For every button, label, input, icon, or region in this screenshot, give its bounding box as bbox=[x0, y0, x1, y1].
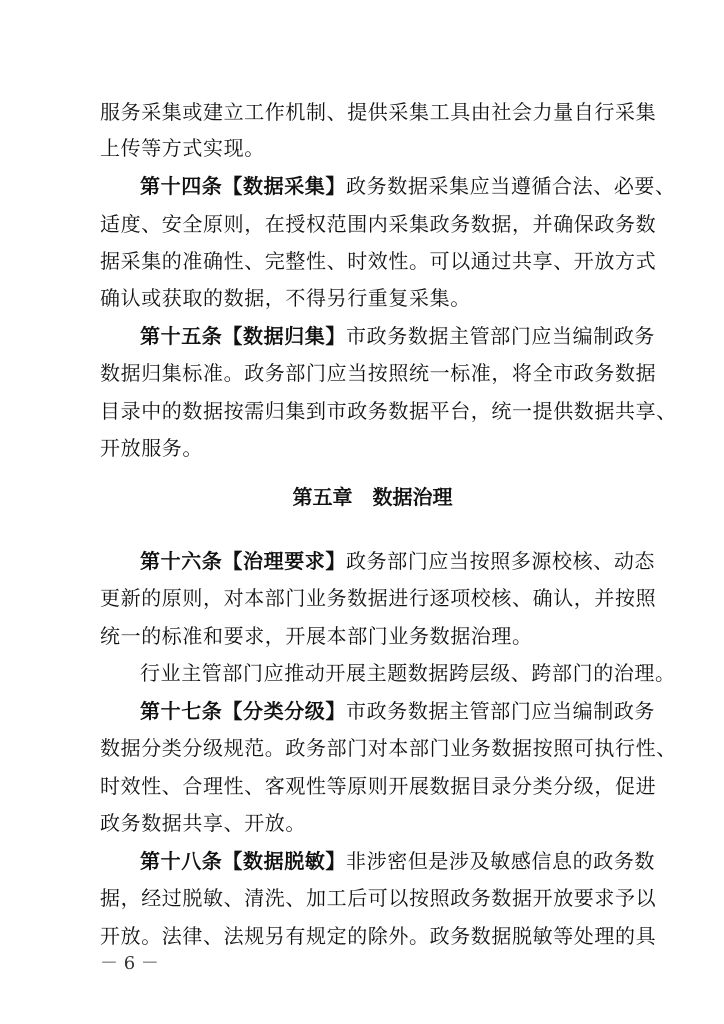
article-16 bbox=[140, 549, 655, 573]
line-text: 服务采集或建立工作机制、提供采集工具由社会力量自行采集 bbox=[100, 100, 657, 124]
text-line bbox=[100, 100, 656, 124]
article-17 bbox=[140, 699, 655, 723]
chapter-number: 第五章 bbox=[292, 485, 353, 509]
article-label: 第十八条 bbox=[140, 849, 223, 873]
article-title: 【数据归集】 bbox=[222, 324, 347, 348]
line-text: 市政务数据主管部门应当编制政务 bbox=[346, 324, 656, 348]
article-title: 【治理要求】 bbox=[222, 549, 347, 573]
text-line bbox=[100, 399, 677, 423]
text-line bbox=[100, 286, 471, 310]
article-label: 第十七条 bbox=[140, 699, 223, 723]
line-text: 时效性、合理性、客观性等原则开展数据目录分类分级，促进 bbox=[100, 774, 657, 798]
text-line bbox=[100, 212, 656, 236]
line-text: 据，经过脱敏、清洗、加工后可以按照政务数据开放要求予以 bbox=[100, 886, 657, 910]
article-label: 第十五条 bbox=[140, 324, 223, 348]
article-title: 【数据采集】 bbox=[222, 174, 347, 198]
line-text: 政务数据共享、开放。 bbox=[100, 811, 306, 835]
line-text: 政务数据采集应当遵循合法、必要、 bbox=[346, 174, 676, 198]
article-label: 第十六条 bbox=[140, 549, 223, 573]
text-line bbox=[100, 136, 265, 160]
line-text: 数据归集标准。政务部门应当按照统一标准，将全市政务数据 bbox=[100, 361, 657, 385]
article-label: 第十四条 bbox=[140, 174, 223, 198]
page-number: － 6 － bbox=[100, 953, 159, 974]
text-line bbox=[100, 361, 656, 385]
article-18 bbox=[140, 849, 655, 873]
line-text: 适度、安全原则，在授权范围内采集政务数据，并确保政务数 bbox=[100, 212, 657, 236]
line-text: 开放服务。 bbox=[100, 436, 203, 460]
line-text: 上传等方式实现。 bbox=[100, 136, 265, 160]
line-text: 统一的标准和要求，开展本部门业务数据治理。 bbox=[100, 624, 533, 648]
text-line bbox=[100, 774, 656, 798]
article-title: 【分类分级】 bbox=[222, 699, 347, 723]
line-text: 市政务数据主管部门应当编制政务 bbox=[346, 699, 656, 723]
article-15 bbox=[140, 324, 655, 348]
text-line bbox=[100, 886, 656, 910]
line-text: 目录中的数据按需归集到市政务数据平台，统一提供数据共享、 bbox=[100, 399, 677, 423]
line-text: 非涉密但是涉及敏感信息的政务数 bbox=[346, 849, 656, 873]
text-line bbox=[100, 811, 306, 835]
chapter-title: 数据治理 bbox=[372, 485, 453, 509]
text-line bbox=[100, 436, 203, 460]
text-line bbox=[100, 624, 533, 648]
text-line bbox=[100, 924, 656, 948]
text-line bbox=[100, 249, 656, 273]
line-text: 据采集的准确性、完整性、时效性。可以通过共享、开放方式 bbox=[100, 249, 657, 273]
line-text: 更新的原则，对本部门业务数据进行逐项校核、确认，并按照 bbox=[100, 586, 657, 610]
text-line bbox=[140, 661, 676, 685]
line-text: 数据分类分级规范。政务部门对本部门业务数据按照可执行性、 bbox=[100, 736, 677, 760]
text-line bbox=[100, 586, 656, 610]
chapter-heading bbox=[100, 485, 645, 509]
text-line bbox=[100, 736, 677, 760]
article-14 bbox=[140, 174, 676, 198]
line-text: 确认或获取的数据，不得另行重复采集。 bbox=[100, 286, 471, 310]
article-title: 【数据脱敏】 bbox=[222, 849, 347, 873]
line-text: 政务部门应当按照多源校核、动态 bbox=[346, 549, 656, 573]
line-text: 行业主管部门应推动开展主题数据跨层级、跨部门的治理。 bbox=[140, 661, 676, 685]
line-text: 开放。法律、法规另有规定的除外。政务数据脱敏等处理的具 bbox=[100, 924, 657, 948]
